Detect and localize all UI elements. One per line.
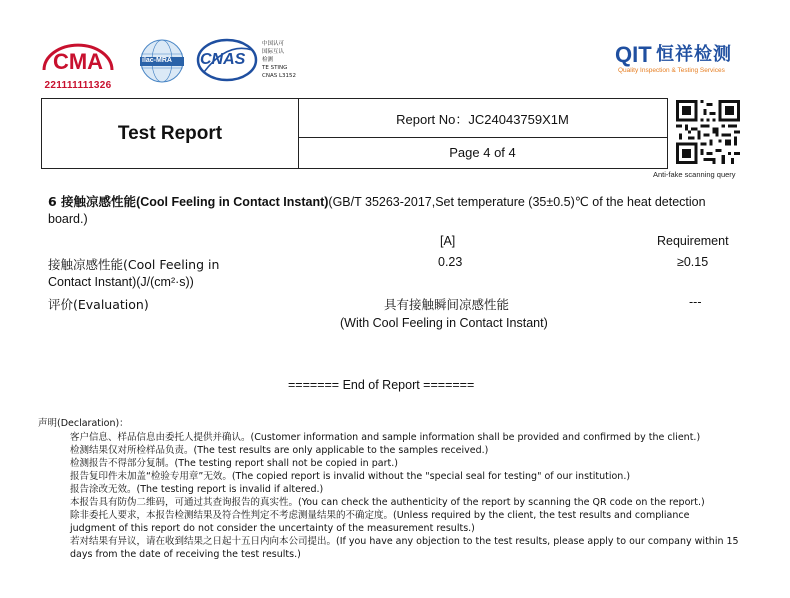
declaration-line: 检测结果仅对所检样品负责。(The test results are only applicable to the samples received.)	[70, 445, 489, 456]
evaluation-value-cn: 具有接触瞬间凉感性能	[384, 297, 510, 312]
section-heading-cn: 6 接触凉感性能	[48, 194, 137, 209]
cnas-accreditation-text	[262, 40, 296, 80]
qit-chinese-name: 恒祥检测	[656, 44, 732, 65]
ilac-label: ilac-MRA	[142, 57, 172, 64]
cma-mark-icon	[40, 40, 116, 74]
report-title: Test Report	[42, 99, 299, 168]
qr-code-icon[interactable]	[676, 100, 740, 164]
declaration-line: 本报告具有防伪二维码，可通过其查询报告的真实性。(You can check the authenticity of the report by scanning the QR code on the report.)	[70, 497, 705, 508]
declaration-line: 除非委托人要求，本报告检测结果及符合性判定不考虑测量结果的不确定度。(Unless required by the client, the test results and compliance	[70, 510, 690, 521]
qr-caption: Anti-fake scanning query	[653, 170, 736, 179]
declaration-line: 客户信息、样品信息由委托人提供并确认。(Customer information and sample information shall be provided and confirmed by the client.)	[70, 432, 701, 443]
cnas-label: CNAS	[200, 51, 246, 68]
cnas-text-line: TE STING	[262, 65, 288, 71]
column-a-header: [A]	[440, 234, 456, 248]
row-label-line2: Contact Instant)(J/(cm²·s))	[48, 275, 194, 289]
cma-number: 221111111326	[44, 80, 112, 91]
cnas-text-line: 检测	[262, 57, 274, 63]
qit-logo-text: QIT	[615, 42, 652, 67]
row-label-line1: 接触凉感性能(Cool Feeling in	[48, 257, 220, 272]
cnas-text-line: CNAS L3152	[262, 73, 297, 79]
cma-logo	[40, 40, 116, 91]
ilac-logo	[136, 38, 188, 89]
qit-logo	[615, 42, 652, 68]
declaration-line: 检测报告不得部分复制。(The testing report shall not be copied in part.)	[70, 458, 398, 469]
svg-text:CMA: CMA	[52, 49, 104, 74]
end-of-report: ======= End of Report =======	[288, 378, 475, 392]
evaluation-value-en: (With Cool Feeling in Contact Instant)	[340, 316, 548, 330]
declaration-line: 报告复印件未加盖“检验专用章”无效。(The copied report is invalid without the "special seal for testing" of our institution.)	[70, 471, 631, 482]
declaration-line: judgment of this report do not consider the uncertainty of the measurement results.)	[70, 523, 475, 534]
declaration-list	[70, 431, 739, 561]
report-header-box	[41, 98, 668, 169]
declaration-title: 声明(Declaration)：	[38, 418, 129, 429]
declaration-line: days from the date of receiving the test results.)	[70, 549, 301, 560]
cnas-logo	[196, 38, 258, 87]
cnas-text-line: 国际互认	[262, 49, 285, 55]
section-heading	[48, 192, 706, 210]
section-heading-line2: board.)	[48, 212, 88, 226]
qit-subtitle: Quality Inspection & Testing Services	[618, 67, 725, 74]
requirement-value: ≥0.15	[677, 255, 709, 269]
cnas-text-line: 中国认可	[262, 41, 285, 47]
section-heading-standard: (GB/T 35263-2017,Set temperature (35±0.5)℃ of the heat detection	[328, 195, 706, 209]
declaration-line: 报告涂改无效。(The testing report is invalid if altered.)	[70, 484, 324, 495]
column-requirement-header: Requirement	[657, 234, 729, 248]
page-number: Page 4 of 4	[449, 145, 516, 160]
report-number: Report No：JC24043759X1M	[298, 99, 667, 138]
section-heading-en: (Cool Feeling in Contact Instant)	[136, 195, 329, 209]
declaration-line: 若对结果有异议，请在收到结果之日起十五日内向本公司提出。(If you have any objection to the test results, please apply to our company within 15	[70, 536, 739, 547]
evaluation-label: 评价(Evaluation)	[48, 297, 149, 312]
result-value: 0.23	[438, 255, 463, 269]
evaluation-requirement: ---	[689, 295, 702, 309]
